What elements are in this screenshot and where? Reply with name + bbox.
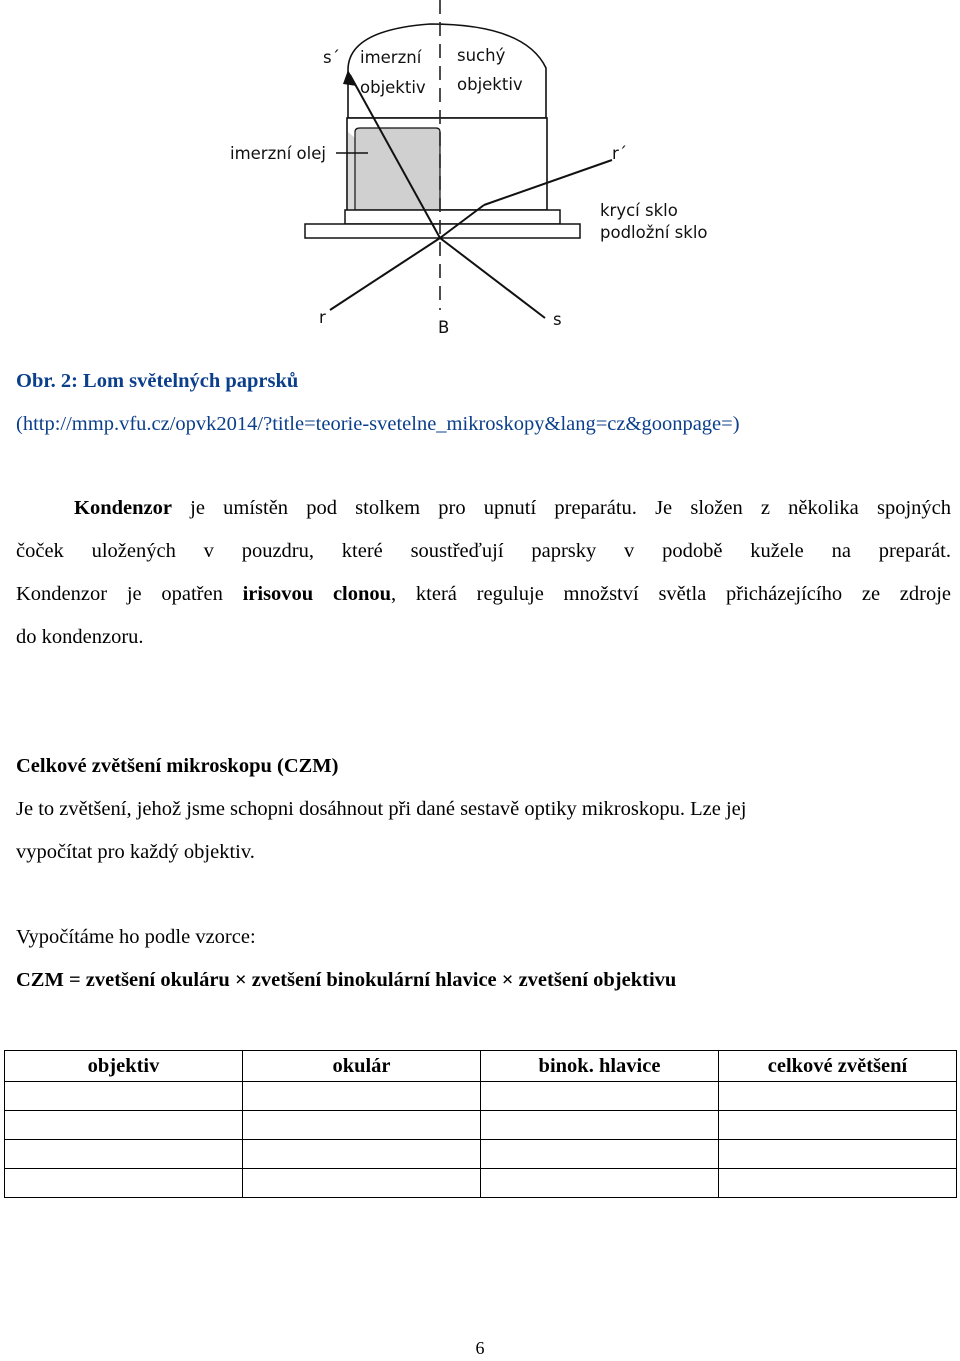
cover-glass xyxy=(345,210,560,224)
table-cell[interactable] xyxy=(5,1140,243,1169)
table-cell[interactable] xyxy=(481,1140,719,1169)
condenser-line-2: čoček uložených v pouzdru, které soustřeďují paprsky v podobě kužele na preparát. xyxy=(16,540,951,562)
label-imerzni-objektiv-1: imerzní xyxy=(360,48,422,67)
label-imerzni-objektiv-2: objektiv xyxy=(360,78,426,97)
table-row xyxy=(5,1082,957,1111)
label-s-prime: s´ xyxy=(323,48,340,67)
formula-intro: Vypočítáme ho podle vzorce: xyxy=(16,926,256,948)
label-b: B xyxy=(438,318,450,337)
table-cell[interactable] xyxy=(719,1140,957,1169)
table-header-objektiv: objektiv xyxy=(5,1051,243,1082)
formula-section xyxy=(16,916,951,1002)
table-cell[interactable] xyxy=(719,1169,957,1198)
immersion-oil-drop xyxy=(355,128,440,210)
page-number: 6 xyxy=(475,1338,485,1358)
ray-r xyxy=(330,238,440,310)
table-cell[interactable] xyxy=(719,1082,957,1111)
czm-line-2: vypočítat pro každý objektiv. xyxy=(16,841,255,863)
table-row xyxy=(5,1111,957,1140)
condenser-line-3 xyxy=(16,573,951,616)
table-header-celkove-zvetseni: celkové zvětšení xyxy=(719,1051,957,1082)
label-r: r xyxy=(319,308,326,327)
table-cell[interactable] xyxy=(481,1082,719,1111)
table-header-row xyxy=(5,1051,957,1082)
table-cell[interactable] xyxy=(243,1140,481,1169)
table-header-okular: okulár xyxy=(243,1051,481,1082)
table-row xyxy=(5,1140,957,1169)
label-suchy-objektiv-1: suchý xyxy=(457,46,506,65)
magnification-table xyxy=(4,1050,957,1198)
condenser-term: Kondenzor xyxy=(74,497,172,519)
czm-section xyxy=(16,745,951,874)
label-podlozni-sklo: podložní sklo xyxy=(600,223,708,242)
table-cell[interactable] xyxy=(243,1111,481,1140)
label-kryci-sklo: krycí sklo xyxy=(600,201,678,220)
czm-line-1: Je to zvětšení, jehož jsme schopni dosáhnout při dané sestavě optiky mikroskopu. Lze jej xyxy=(16,798,747,820)
condenser-line-4: do kondenzoru. xyxy=(16,626,144,648)
condenser-line-1-rest: je umístěn pod stolkem pro upnutí preparátu. Je složen z několika spojných xyxy=(171,497,951,519)
table-cell[interactable] xyxy=(5,1111,243,1140)
refraction-diagram xyxy=(0,0,960,350)
figure-caption-title: Obr. 2: Lom světelných paprsků xyxy=(16,370,299,392)
label-r-prime: r´ xyxy=(612,144,628,163)
condenser-line-1 xyxy=(16,487,951,530)
condenser-line-3-b: , která reguluje množství světla přicházejícího ze zdroje xyxy=(391,583,952,605)
czm-heading: Celkové zvětšení mikroskopu (CZM) xyxy=(16,755,339,777)
table-header-binok-hlavice: binok. hlavice xyxy=(481,1051,719,1082)
table-row xyxy=(5,1169,957,1198)
figure-caption-url: (http://mmp.vfu.cz/opvk2014/?title=teorie-svetelne_mikroskopy&lang=cz&goonpage=) xyxy=(16,413,740,435)
table-cell[interactable] xyxy=(243,1169,481,1198)
table-cell[interactable] xyxy=(5,1082,243,1111)
label-imerzni-olej: imerzní olej xyxy=(230,144,326,163)
objective-housing xyxy=(348,24,546,118)
label-s: s xyxy=(553,310,562,329)
iris-diaphragm-term: irisovou clonou xyxy=(242,583,392,605)
table-cell[interactable] xyxy=(481,1111,719,1140)
label-suchy-objektiv-2: objektiv xyxy=(457,75,523,94)
ray-s xyxy=(440,238,545,318)
formula-text: CZM = zvetšení okuláru × zvetšení binokulární hlavice × zvetšení objektivu xyxy=(16,969,677,991)
table-cell[interactable] xyxy=(243,1082,481,1111)
table-cell[interactable] xyxy=(719,1111,957,1140)
table-cell[interactable] xyxy=(481,1169,719,1198)
condenser-line-3-a: Kondenzor je opatřen xyxy=(16,583,243,605)
table-cell[interactable] xyxy=(5,1169,243,1198)
condenser-paragraph xyxy=(16,487,951,659)
